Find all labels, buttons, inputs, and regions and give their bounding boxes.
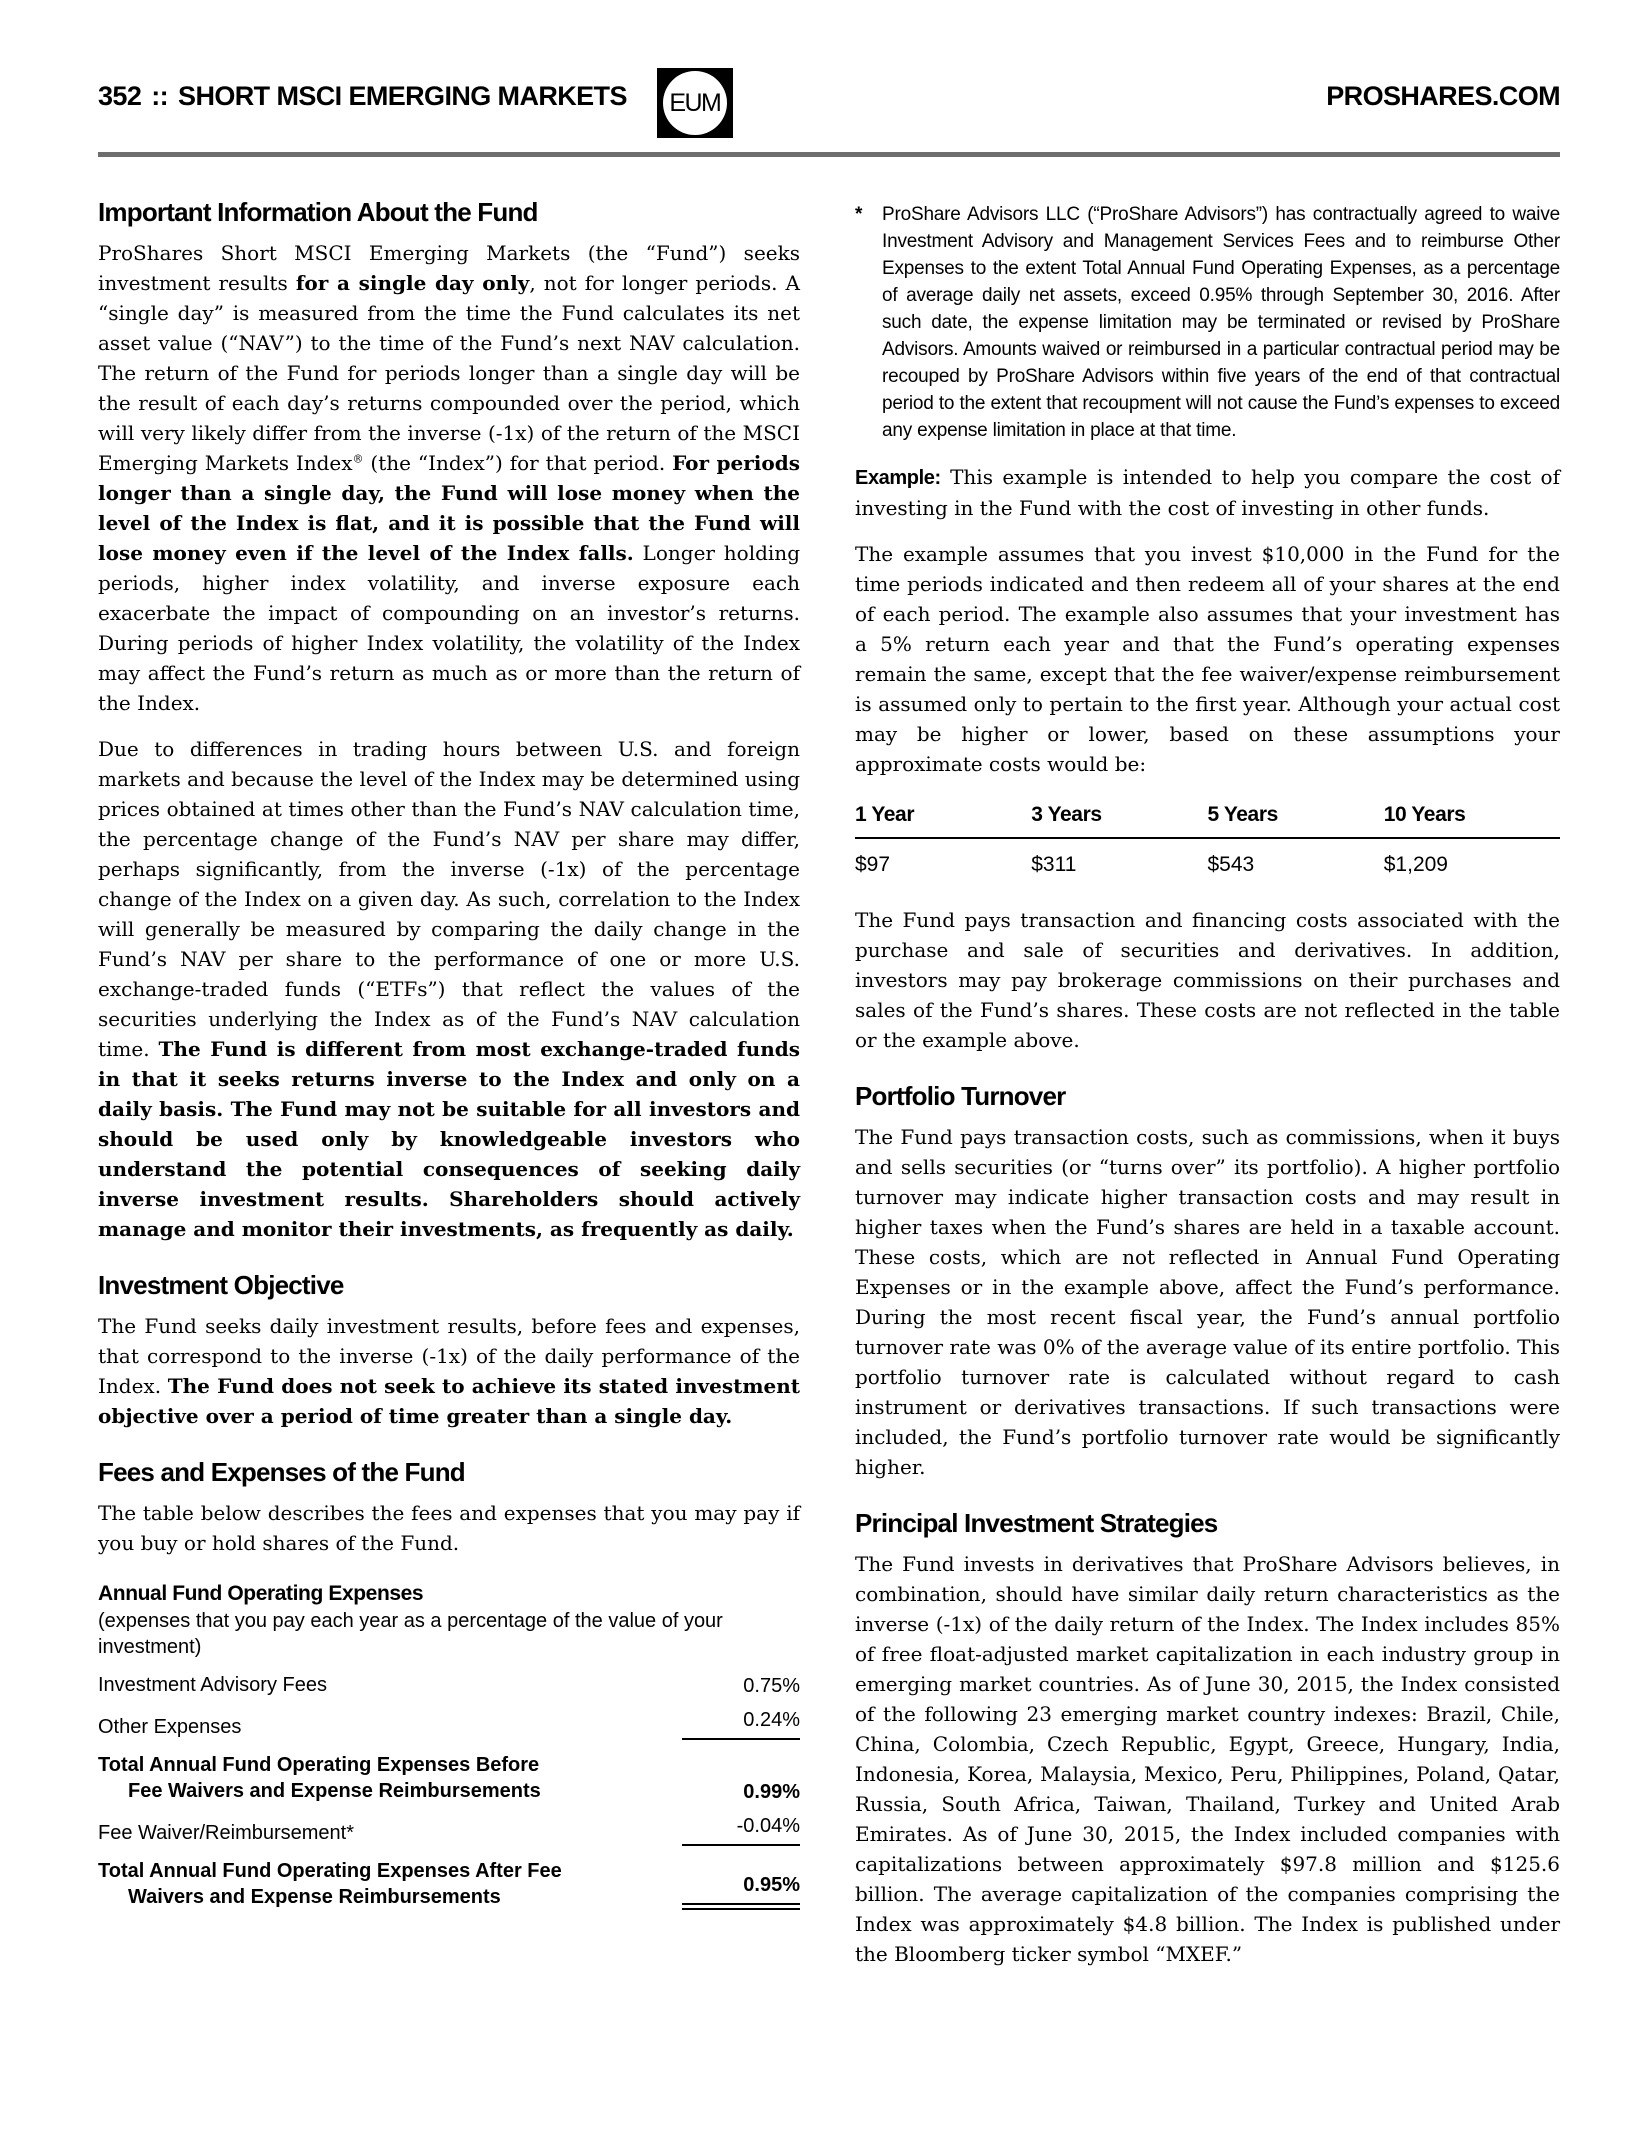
heading-principal-investment-strategies: Principal Investment Strategies xyxy=(855,1508,1218,1538)
costs-header-1-year: 1 Year xyxy=(855,803,915,826)
costs-value-3-years: $311 xyxy=(1031,853,1077,876)
fee-value: 0.95% xyxy=(682,1873,800,1910)
expense-limitation-footnote xyxy=(855,201,1560,444)
fee-row-advisory xyxy=(98,1672,800,1698)
fee-table-subtitle: (expenses that you pay each year as a percentage of the value of your investment) xyxy=(98,1610,723,1658)
fee-row-fee-waiver xyxy=(98,1814,800,1846)
fee-label: Fee Waiver/Reimbursement* xyxy=(98,1822,355,1844)
heading-important-information: Important Information About the Fund xyxy=(98,197,538,227)
costs-header-5-years: 5 Years xyxy=(1207,803,1278,826)
eum-logo-circle xyxy=(663,71,727,135)
costs-header-10-years: 10 Years xyxy=(1383,803,1466,826)
footnote-text: ProShare Advisors LLC (“ProShare Advisors”) has contractually agreed to waive Investment Advisory and Management Services Fees and to reimburse Other Expenses to the extent Total Annual Fund Operating Expenses, as a percentage of average daily net assets, exceed 0.95% through September 30, 2016. After such date, the expense limitation may be terminated or revised by ProShare Advisors. Amounts waived or reimbursed in a particular contractual period may be recouped by ProShare Advisors within five years of the end of that contractual period to the extent that recoupment will not cause the Fund’s expenses to exceed any expense limitation in place at that time. xyxy=(882,204,1560,441)
fund-name-header: SHORT MSCI EMERGING MARKETS xyxy=(178,80,627,111)
page-header xyxy=(98,56,1560,136)
proshares-url: PROSHARES.COM xyxy=(1326,80,1560,111)
fee-value: -0.04% xyxy=(682,1814,800,1846)
fee-label: Other Expenses xyxy=(98,1716,242,1738)
footnote-asterisk: * xyxy=(855,204,863,225)
investment-objective-paragraph: The Fund seeks daily investment results, before fees and expenses, that correspond to the inverse (-1x) of the daily performance of the Index. The Fund does not seek to achieve its stated investment objective over a period of time greater than a single day. xyxy=(98,1314,801,1428)
fee-value: 0.75% xyxy=(743,1675,800,1697)
header-separator: :: xyxy=(151,80,169,111)
fee-label-line2: Waivers and Expense Reimbursements xyxy=(128,1886,501,1908)
eum-logo-text: EUM xyxy=(669,88,721,117)
fee-label-line1: Total Annual Fund Operating Expenses After Fee xyxy=(98,1860,562,1882)
portfolio-turnover-paragraph: The Fund pays transaction costs, such as commissions, when it buys and sells securities (or “turns over” its portfolio). A higher portfolio turnover may indicate higher transaction costs and may result in higher taxes when the Fund’s shares are held in a taxable account. These costs, which are not reflected in Annual Fund Operating Expenses or in the example above, affect the Fund’s performance. During the most recent fiscal year, the Fund’s annual portfolio turnover rate was 0% of the average value of its entire portfolio. This portfolio turnover rate is calculated without regard to cash instrument or derivatives transactions. If such transactions were included, the Fund’s portfolio turnover rate would be significantly higher. xyxy=(855,1125,1560,1479)
costs-value-5-years: $543 xyxy=(1207,853,1255,876)
costs-value-1-year: $97 xyxy=(855,853,891,876)
page-number: 352 xyxy=(98,80,142,111)
principal-strategies-paragraph: The Fund invests in derivatives that ProShare Advisors believes, in combination, should have similar daily return characteristics as the inverse (-1x) of the daily return of the Index. The Index includes 85% of free float-adjusted market capitalization in each industry group in emerging market countries. As of June 30, 2015, the Index consisted of the following 23 emerging market country indexes: Brazil, Chile, China, Colombia, Czech Republic, Egypt, Greece, Hungary, India, Indonesia, Korea, Malaysia, Mexico, Peru, Philippines, Poland, Qatar, Russia, South Africa, Taiwan, Thailand, Turkey and United Arab Emirates. As of June 30, 2015, the Index included companies with capitalizations between approximately $97.8 million and $125.6 billion. The average capitalization of the companies comprising the Index was approximately $4.8 billion. The Index is published under the Bloomberg ticker symbol “MXEF.” xyxy=(855,1552,1560,1966)
right-column xyxy=(855,197,1560,1985)
fee-label xyxy=(98,1858,562,1910)
heading-fees-and-expenses: Fees and Expenses of the Fund xyxy=(98,1457,465,1487)
costs-table-value-row xyxy=(855,839,1560,877)
left-column xyxy=(98,197,800,1985)
example-intro-paragraph: Example: This example is intended to help you compare the cost of investing in the Fund with the cost of investing in other funds. xyxy=(855,465,1560,520)
costs-header-3-years: 3 Years xyxy=(1031,803,1102,826)
fee-row-other-expenses xyxy=(98,1708,800,1740)
costs-value-10-years: $1,209 xyxy=(1383,853,1448,876)
fee-label-line1: Total Annual Fund Operating Expenses Before xyxy=(98,1754,540,1776)
page-label xyxy=(98,81,627,112)
fees-expenses-paragraph: The table below describes the fees and expenses that you may pay if you buy or hold shares of the Fund. xyxy=(98,1501,800,1555)
two-column-body xyxy=(98,197,1560,1985)
heading-portfolio-turnover: Portfolio Turnover xyxy=(855,1081,1066,1111)
costs-table-header-row xyxy=(855,803,1560,839)
fee-value: 0.99% xyxy=(743,1781,800,1803)
example-assumptions-paragraph: The example assumes that you invest $10,000 in the Fund for the time periods indicated and then redeem all of your shares at the end of each period. The example also assumes that your investment has a 5% return each year and that the Fund’s operating expenses remain the same, except that the fee waiver/expense reimbursement is assumed only to pertain to the first year. Although your actual cost may be higher or lower, based on these assumptions your approximate costs would be: xyxy=(855,542,1560,776)
annual-fund-operating-expenses-table xyxy=(98,1582,800,1910)
header-rule xyxy=(98,152,1560,157)
fee-label: Investment Advisory Fees xyxy=(98,1674,327,1696)
fee-value: 0.24% xyxy=(682,1708,800,1740)
eum-fund-logo xyxy=(657,68,733,138)
fee-row-total-before-waivers xyxy=(98,1752,800,1804)
approximate-costs-table xyxy=(855,803,1560,877)
important-info-paragraph-1: ProShares Short MSCI Emerging Markets (the “Fund”) seeks investment results for a single day only, not for longer periods. A “single day” is measured from the time the Fund calculates its net asset value (“NAV”) to the time of the Fund’s next NAV calculation. The return of the Fund for periods longer than a single day will be the result of each day’s returns compounded over the period, which will very likely differ from the inverse (-1x) of the return of the MSCI Emerging Markets Index® (the “Index”) for that period. For periods longer than a single day, the Fund will lose money when the level of the Index is flat, and it is possible that the Fund will lose money even if the level of the Index falls. Longer holding periods, higher index volatility, and inverse exposure each exacerbate the impact of compounding on an investor’s returns. During periods of higher Index volatility, the volatility of the Index may affect the Fund’s return as much as or more than the return of the Index. xyxy=(98,241,800,715)
important-info-paragraph-2: Due to differences in trading hours between U.S. and foreign markets and because the level of the Index may be determined using prices obtained at times other than the Fund’s NAV calculation time, the percentage change of the Fund’s NAV per share may differ, perhaps significantly, from the inverse (-1x) of the percentage change of the Index on a given day. As such, correlation to the Index will generally be measured by comparing the daily change in the Fund’s NAV per share to the performance of one or more U.S. exchange-traded funds (“ETFs”) that reflect the values of the securities underlying the Index as of the Fund’s NAV calculation time. The Fund is different from most exchange-traded funds in that it seeks returns inverse to the Index and only on a daily basis. The Fund may not be suitable for all investors and should be used only by knowledgeable investors who understand the potential consequences of seeking daily inverse investment results. Shareholders should actively manage and monitor their investments, as frequently as daily. xyxy=(98,737,800,1241)
fee-label-line2: Fee Waivers and Expense Reimbursements xyxy=(128,1780,541,1802)
fee-table-title: Annual Fund Operating Expenses xyxy=(98,1582,424,1605)
transaction-costs-paragraph: The Fund pays transaction and financing costs associated with the purchase and sale of securities and derivatives. In addition, investors may pay brokerage commissions on their purchases and sales of the Fund’s shares. These costs are not reflected in the table or the example above. xyxy=(855,908,1560,1052)
fee-row-total-after-waivers xyxy=(98,1858,800,1910)
heading-investment-objective: Investment Objective xyxy=(98,1270,344,1300)
fee-label xyxy=(98,1752,541,1804)
